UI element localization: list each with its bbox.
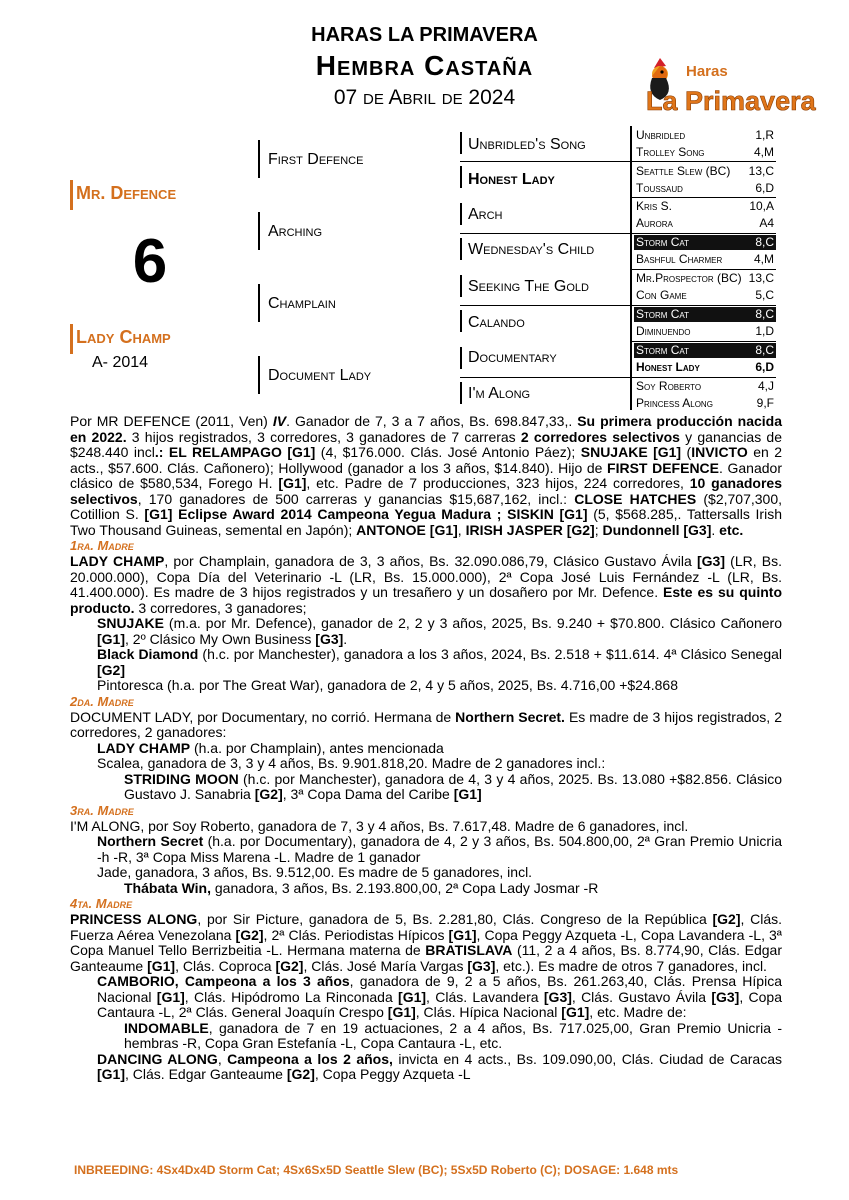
pedigree-bracket: [258, 140, 260, 178]
pedigree-g3-row: Kris S. 10,A: [636, 199, 774, 213]
pedigree-g3-row-highlight: Storm Cat 8,C: [636, 235, 774, 249]
logo-graphic: [640, 54, 816, 116]
pedigree-bracket: [258, 284, 260, 322]
catalog-body: [70, 414, 782, 1083]
pedigree-g3-row: Aurora A4: [636, 216, 774, 230]
logo-text-bottom: La Primavera: [646, 86, 816, 116]
pedigree-g2: Wednesday's Child: [468, 241, 595, 258]
pedigree-bracket: [460, 132, 462, 154]
section-fourth-dam: 4ta. Madre: [70, 896, 133, 911]
pedigree-divider: [632, 377, 776, 378]
pedigree-divider: [460, 377, 630, 378]
pedigree-g2: Calando: [468, 314, 525, 331]
pedigree-g3-row: Soy Roberto 4,J: [636, 379, 774, 393]
pedigree-divider: [632, 269, 776, 270]
birth-year: A- 2014: [92, 354, 149, 371]
pedigree-divider: [460, 305, 630, 306]
pedigree-divider: [632, 341, 776, 342]
foal-entry: LADY CHAMP (h.a. por Champlain), antes mencionada: [97, 739, 444, 756]
logo-text-top: Haras: [686, 63, 728, 80]
pedigree-bracket: [630, 126, 632, 410]
section-second-dam: 2da. Madre: [70, 693, 134, 709]
pedigree-bracket: [460, 310, 462, 332]
sire-accent-bar: [70, 180, 73, 210]
pedigree-divider: [632, 161, 776, 162]
pedigree-g3-row: Unbridled 1,R: [636, 128, 774, 142]
foal-entry: STRIDING MOON (h.c. por Manchester), ganadora de 4, 3 y 4 años, 2025. Bs. 13.080 +$82.856. Clásico Gustavo J. Sanabria [G2], 3ª Copa Dama del Caribe [G1]: [124, 770, 782, 802]
pedigree-g3-row: Bashful Charmer 4,M: [636, 252, 774, 266]
pedigree-g2: Documentary: [468, 349, 557, 366]
sire-paragraph: Por MR DEFENCE (2011, Ven) IV. Ganador de 7, 3 a 7 años, Bs. 698.847,33,. Su primera producción nacida en 2022. 3 hijos registrados, 3 corredores, 3 ganadores de 7 carreras 2 corredores selectivos y ganancias de $248.440 incl.: EL RELAMPAGO [G1] (4, $176.000. Clás. José Antonio Páez); SNUJAKE [G1] (INVICTO en 2 acts., $57.600. Clás. Cañonero); Hollywood (ganador a los 3 años, $14.840). Hijo de FIRST DEFENCE. Ganador clásico de $580,534, Forego H. [G1], etc. Padre de 7 producciones, 323 hijos, 224 corredores, 10 ganadores selectivos, 170 ganadores de 500 carreras y ganancias $15,687,162, incl.: CLOSE HATCHES ($2,707,300, Cotillion S. [G1] Eclipse Award 2014 Campeona Yegua Madura ; SISKIN [G1] (5, $568.285,. Tattersalls Irish Two Thousand Guineas, semental en Japón); ANTONOE [G1], IRISH JASPER [G2]; Dundonnell [G3]. etc.: [70, 413, 783, 538]
page-title: Hembra Castaña: [315, 50, 534, 81]
foal-entry: Thábata Win, ganadora, 3 años, Bs. 2.193.800,00, 2ª Copa Lady Josmar -R: [124, 879, 599, 896]
sale-date: 07 de Abril de 2024: [333, 86, 516, 109]
foal-entry: Northern Secret (h.a. por Documentary), ganadora de 4, 2 y 3 años, Bs. 504.800,00, 2ª Gran Premio Unicria -h -R, 3ª Copa Miss Marena -L. Madre de 1 ganador: [97, 833, 782, 865]
pedigree-bracket: [258, 212, 260, 250]
section-third-dam: 3ra. Madre: [70, 802, 134, 818]
pedigree-bracket: [460, 238, 462, 260]
pedigree-g3-row: Mr.Prospector (BC) 13,C: [636, 271, 774, 285]
pedigree-g2: I'm Along: [468, 385, 531, 402]
section-first-dam: 1ra. Madre: [70, 538, 134, 553]
pedigree-divider: [460, 233, 630, 234]
lot-number: 6: [132, 227, 168, 296]
foal-entry: DANCING ALONG, Campeona a los 2 años, invicta en 4 acts., Bs. 109.090,00, Clás. Ciudad de Caracas [G1], Clás. Edgar Ganteaume [G2], Copa Peggy Azqueta -L: [97, 1050, 782, 1082]
pedigree-sire: First Defence: [268, 151, 364, 168]
pedigree-dam-sire: Champlain: [268, 295, 336, 312]
pedigree-bracket: [460, 275, 462, 297]
pedigree-g2: Arch: [468, 206, 503, 223]
pedigree-sire-dam: Arching: [268, 223, 323, 240]
pedigree-g2: Seeking The Gold: [468, 278, 589, 295]
fourth-dam-paragraph: PRINCESS ALONG, por Sir Picture, ganadora de 5, Bs. 2.281,80, Clás. Congreso de la República [G2], Clás. Fuerza Aérea Venezolana [G2], 2ª Clás. Periodistas Hípicos [G1], Copa Peggy Azqueta -L, Copa Lavandera -L, 3ª Copa Manuel Tello Berrizbeitia -L. Hermana materna de BRATISLAVA (11, 2 a 4 años, Bs. 8.774,90, Clás. Edgar Ganteaume [G1], Clás. Coproca [G2], Clás. José María Vargas [G3], etc.). Es madre de otros 7 ganadores, incl.: [70, 911, 782, 974]
pedigree-dam-dam: Document Lady: [268, 367, 372, 384]
pedigree-divider: [632, 197, 776, 198]
foal-entry: SNUJAKE (m.a. por Mr. Defence), ganador de 2, 2 y 3 años, 2025, Bs. 9.240 + $70.800. Clásico Cañonero [G1], 2º Clásico My Own Business [G3].: [97, 615, 782, 647]
foal-entry: Pintoresca (h.a. por The Great War), ganadora de 2, 4 y 5 años, 2025, Bs. 4.716,00 +$24.868: [97, 677, 678, 693]
sire-name: Mr. Defence: [76, 183, 177, 203]
pedigree-g3-row: Princess Along 9,F: [636, 396, 774, 410]
first-dam-paragraph: LADY CHAMP, por Champlain, ganadora de 3, 3 años, Bs. 32.090.086,79, Clásico Gustavo Ávila [G3] (LR, Bs. 20.000.000), Copa Día del Veterinario -L (LR, Bs. 15.000.000), 2ª Copa José Luis Fernández -L (LR, Bs. 41.400.000). Es madre de 3 hijos registrados y un tresañero y un dosañero por Mr. Defence. Este es su quinto producto. 3 corredores, 3 ganadores;: [70, 553, 782, 616]
inbreeding-footer: INBREEDING: 4Sx4Dx4D Storm Cat; 4Sx6Sx5D Seattle Slew (BC); 5Sx5D Roberto (C); DOSAGE: 1.648 mts: [74, 1163, 679, 1177]
foal-entry: Scalea, ganadora de 3, 3 y 4 años, Bs. 9.901.818,20. Madre de 2 ganadores incl.:: [97, 755, 606, 771]
foal-entry: Black Diamond (h.c. por Manchester), ganadora a los 3 años, 2024, Bs. 2.518 + $11.614. 4ª Clásico Senegal [G2]: [97, 646, 783, 678]
pedigree-g3-row: Seattle Slew (BC) 13,C: [636, 164, 774, 178]
pedigree-bracket: [460, 347, 462, 369]
pedigree-g3-row-highlight: Storm Cat 8,C: [636, 343, 774, 357]
pedigree-g3-row: Honest Lady 6,D: [636, 360, 774, 374]
pedigree-divider: [460, 161, 630, 162]
foal-entry: Jade, ganadora, 3 años, Bs. 9.512,00. Es madre de 5 ganadores, incl.: [97, 864, 533, 880]
stud-logo: [640, 54, 816, 116]
pedigree-g2: Unbridled's Song: [468, 136, 586, 153]
third-dam-paragraph: I'M ALONG, por Soy Roberto, ganadora de 7, 3 y 4 años, Bs. 7.617,48. Madre de 6 ganadores, incl.: [70, 817, 689, 834]
pedigree-g3-row: Trolley Song 4,M: [636, 145, 774, 159]
stud-name: HARAS LA PRIMAVERA: [311, 24, 538, 46]
pedigree-g2: Honest Lady: [468, 171, 555, 188]
dam-name: Lady Champ: [76, 327, 171, 347]
foal-entry: CAMBORIO, Campeona a los 3 años, ganadora de 9, 2 a 5 años, Bs. 261.263,40, Clás. Prensa Hípica Nacional [G1], Clás. Hipódromo La Rinconada [G1], Clás. Lavandera [G3], Clás. Gustavo Ávila [G3], Copa Cantaura -L, 2ª Clás. General Joaquín Crespo [G1], Clás. Hípica Nacional [G1], etc. Madre de:: [97, 973, 782, 1020]
pedigree-g3-row: Toussaud 6,D: [636, 181, 774, 195]
pedigree-bracket: [460, 382, 462, 404]
second-dam-paragraph: DOCUMENT LADY, por Documentary, no corrió. Hermana de Northern Secret. Es madre de 3 hijos registrados, 2 corredores, 2 ganadores:: [70, 708, 782, 740]
pedigree-g3-row: Diminuendo 1,D: [636, 324, 774, 338]
pedigree-g3-row-highlight: Storm Cat 8,C: [636, 307, 774, 321]
pedigree-divider: [632, 305, 776, 306]
pedigree-bracket: [258, 356, 260, 394]
pedigree-bracket: [460, 203, 462, 225]
pedigree-bracket: [460, 166, 462, 188]
pedigree-divider: [632, 233, 776, 234]
dam-accent-bar: [70, 324, 73, 354]
foal-entry: INDOMABLE, ganadora de 7 en 19 actuaciones, 2 a 4 años, Bs. 717.025,00, Gran Premio Unicria -hembras -R, Copa Gran Estefanía -L, Copa Cantaura -L, etc.: [124, 1019, 782, 1051]
pedigree-g3-row: Con Game 5,C: [636, 288, 774, 302]
